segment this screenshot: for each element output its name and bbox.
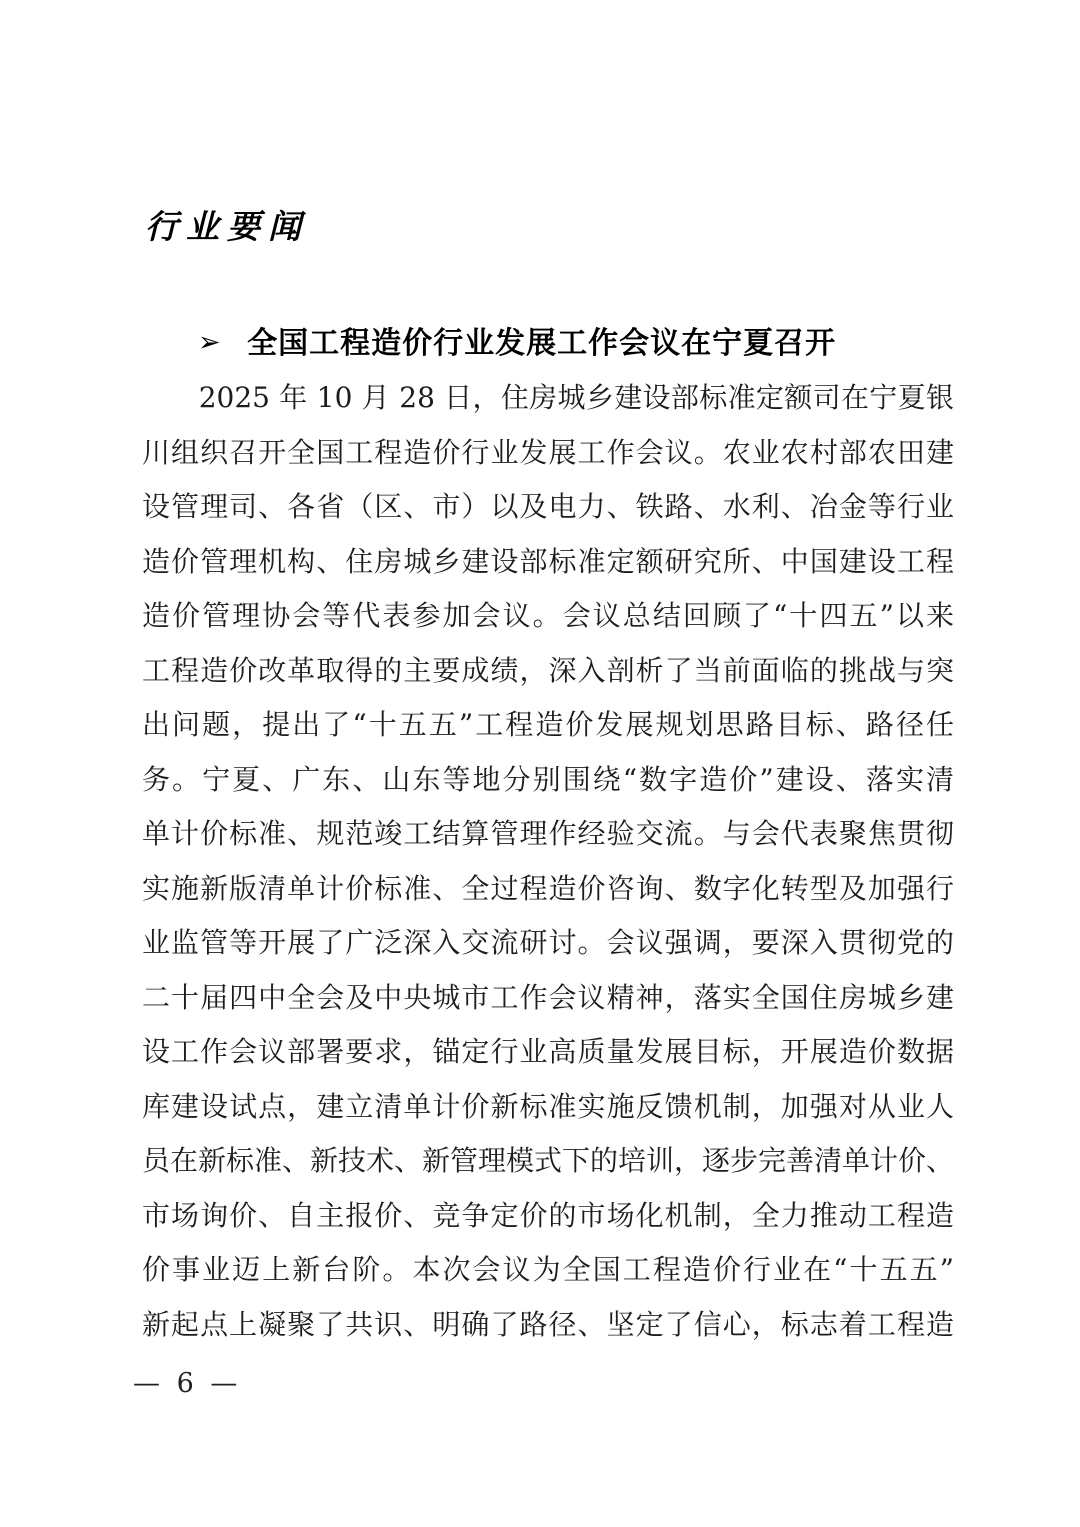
body-line: 川组织召开全国工程造价行业发展工作会议。农业农村部农田建: [142, 435, 954, 469]
body-line: 业监管等开展了广泛深入交流研讨。会议强调，要深入贯彻党的: [142, 926, 954, 959]
body-line: 价事业迈上新台阶。本次会议为全国工程造价行业在“十五五”: [142, 1253, 954, 1286]
section-title: 行业要闻: [145, 207, 309, 246]
article-heading: [198, 318, 836, 362]
article-title: 全国工程造价行业发展工作会议在宁夏召开: [247, 326, 837, 361]
arrow-bullet-icon: ➢: [198, 327, 221, 358]
body-line: 设管理司、各省（区、市）以及电力、铁路、水利、冶金等行业: [142, 490, 954, 523]
body-line: 造价管理机构、住房城乡建设部标准定额研究所、中国建设工程: [142, 544, 954, 578]
article-body: [142, 371, 954, 1352]
body-line: 员在新标准、新技术、新管理模式下的培训，逐步完善清单计价、: [142, 1144, 955, 1177]
body-line: 工程造价改革取得的主要成绩，深入剖析了当前面临的挑战与突: [142, 653, 954, 687]
body-line: 市场询价、自主报价、竞争定价的市场化机制，全力推动工程造: [142, 1198, 954, 1232]
body-line: 设工作会议部署要求，锚定行业高质量发展目标，开展造价数据: [142, 1035, 954, 1068]
body-line: 库建设试点，建立清单计价新标准实施反馈机制，加强对从业人: [142, 1089, 954, 1123]
body-line: 单计价标准、规范竣工结算管理作经验交流。与会代表聚焦贯彻: [142, 817, 954, 850]
body-line: 出问题，提出了“十五五”工程造价发展规划思路目标、路径任: [142, 708, 954, 741]
body-line: 二十届四中全会及中央城市工作会议精神，落实全国住房城乡建: [142, 980, 954, 1014]
body-line: 造价管理协会等代表参加会议。会议总结回顾了“十四五”以来: [142, 599, 954, 632]
page-number: — 6 —: [133, 1368, 242, 1399]
body-line: 务。宁夏、广东、山东等地分别围绕“数字造价”建设、落实清: [142, 762, 954, 796]
body-line: 实施新版清单计价标准、全过程造价咨询、数字化转型及加强行: [142, 871, 954, 905]
body-line: 2025 年 10 月 28 日，住房城乡建设部标准定额司在宁夏银: [142, 381, 954, 414]
body-line: 新起点上凝聚了共识、明确了路径、坚定了信心，标志着工程造: [142, 1307, 954, 1341]
